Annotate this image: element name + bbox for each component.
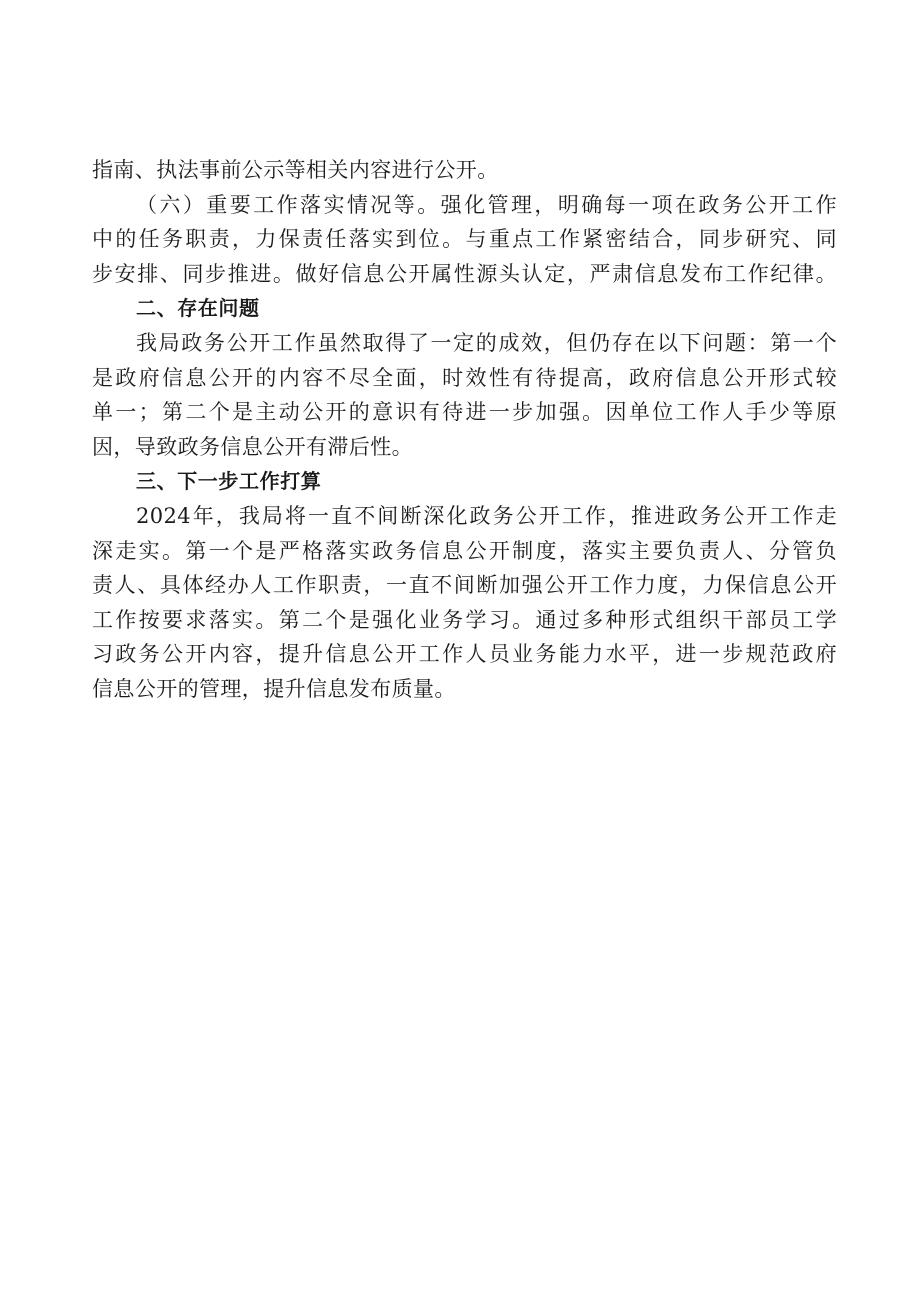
paragraph-line: 我局政务公开工作虽然取得了一定的成效，但仍存在以下问题：第一个 <box>136 330 837 355</box>
paragraph-line: 责人、具体经办人工作职责，一直不间断加强公开工作力度，力保信息公开 <box>92 573 837 598</box>
paragraph-line: 指南、执法事前公示等相关内容进行公开。 <box>92 158 499 182</box>
section-heading-next-steps: 三、下一步工作打算 <box>136 469 322 494</box>
paragraph-line: 2024年，我局将一直不间断深化政务公开工作，推进政务公开工作走 <box>136 503 837 528</box>
paragraph-line: 单一；第二个是主动公开的意识有待进一步加强。因单位工作人手少等原 <box>92 400 837 425</box>
section-heading-issues: 二、存在问题 <box>136 296 260 321</box>
paragraph-line: 因，导致政务信息公开有滞后性。 <box>92 434 413 459</box>
paragraph-line: 步安排、同步推进。做好信息公开属性源头认定，严肃信息发布工作纪律。 <box>92 261 837 286</box>
paragraph-line: 深走实。第一个是严格落实政务信息公开制度，落实主要负责人、分管负 <box>92 538 837 563</box>
paragraph-line: 是政府信息公开的内容不尽全面，时效性有待提高，政府信息公开形式较 <box>92 365 837 390</box>
paragraph-line: （六）重要工作落实情况等。强化管理，明确每一项在政务公开工作 <box>136 192 837 217</box>
paragraph-line: 信息公开的管理，提升信息发布质量。 <box>92 676 456 701</box>
paragraph-line: 习政务公开内容，提升信息公开工作人员业务能力水平，进一步规范政府 <box>92 642 837 667</box>
paragraph-line: 工作按要求落实。第二个是强化业务学习。通过多种形式组织干部员工学 <box>92 607 837 632</box>
paragraph-line: 中的任务职责，力保责任落实到位。与重点工作紧密结合，同步研究、同 <box>92 227 837 252</box>
document-body <box>92 153 837 707</box>
